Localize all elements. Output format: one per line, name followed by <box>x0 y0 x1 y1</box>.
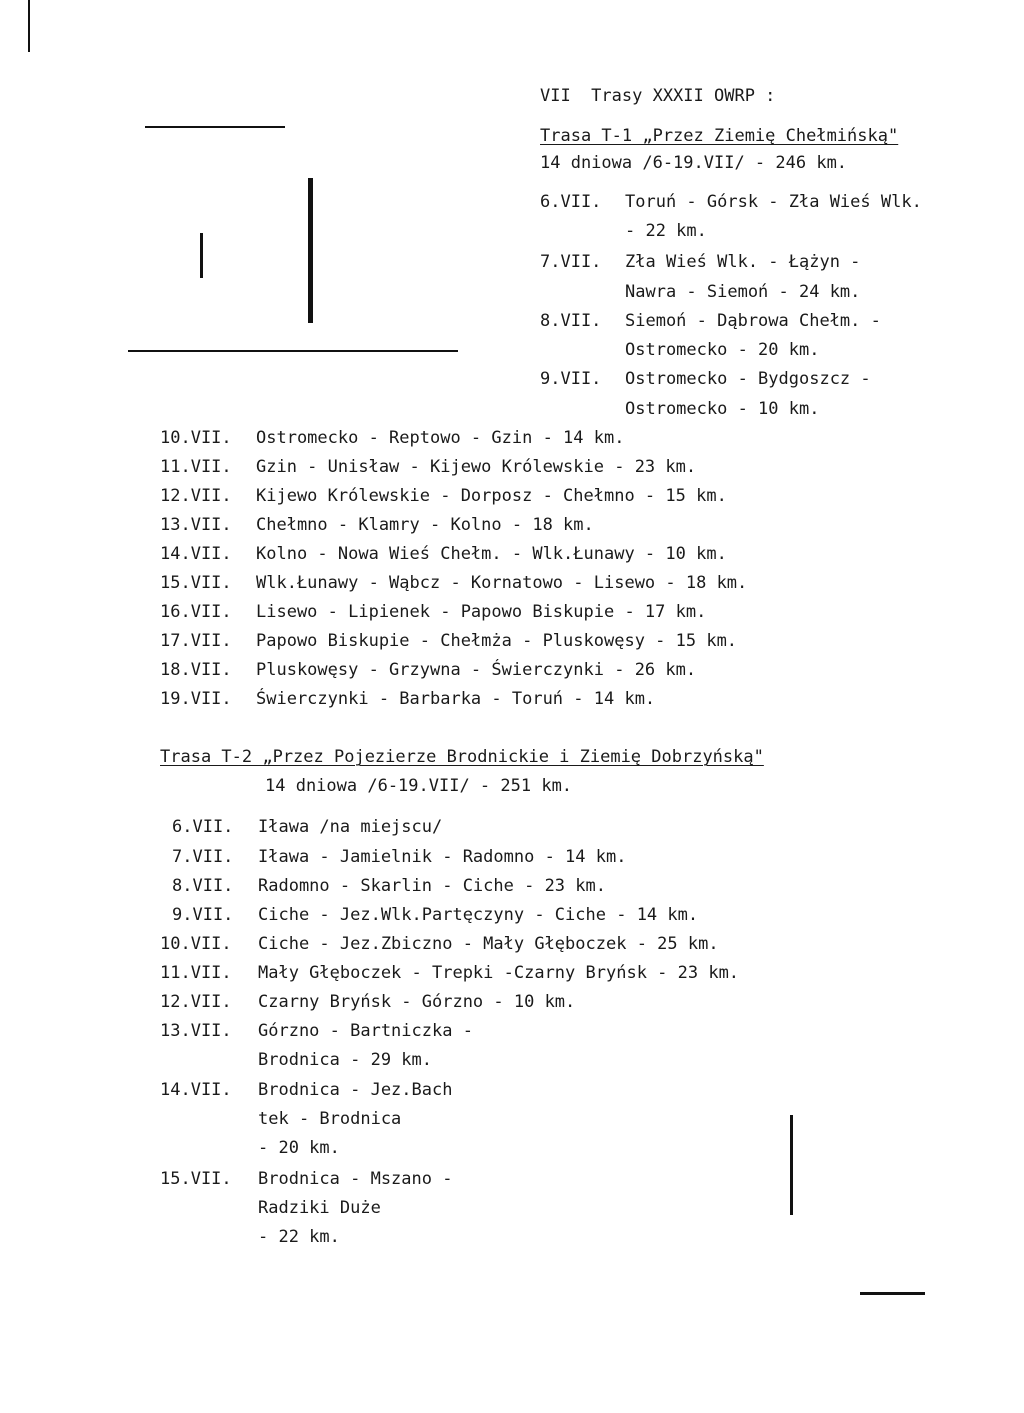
itinerary-date: 13.VII. <box>160 515 232 535</box>
itinerary-route: Kijewo Królewskie - Dorposz - Chełmno - 15 km. <box>256 486 727 506</box>
itinerary-route: Iława - Jamielnik - Radomno - 14 km. <box>258 847 627 867</box>
itinerary-route: Pluskowęsy - Grzywna - Świerczynki - 26 km. <box>256 660 697 680</box>
route-duration: 14 dniowa /6-19.VII/ - 246 km. <box>540 153 848 173</box>
itinerary-route: Mały Głęboczek - Trepki -Czarny Bryńsk - 23 km. <box>258 963 740 983</box>
itinerary-date: 14.VII. <box>160 1080 232 1100</box>
itinerary-route: Czarny Bryńsk - Górzno - 10 km. <box>258 992 576 1012</box>
itinerary-date: 18.VII. <box>160 660 232 680</box>
route-title: Trasa T-1 „Przez Ziemię Chełmińską" <box>540 126 899 146</box>
scan-line <box>860 1292 925 1295</box>
itinerary-route: Wlk.Łunawy - Wąbcz - Kornatowo - Lisewo - 18 km. <box>256 573 748 593</box>
itinerary-date: 12.VII. <box>160 486 232 506</box>
scan-line <box>790 1115 793 1215</box>
itinerary-date: 6.VII. <box>540 192 602 212</box>
itinerary-date: 9.VII. <box>172 905 234 925</box>
itinerary-date: 11.VII. <box>160 963 232 983</box>
scan-line <box>200 233 203 278</box>
itinerary-route: Ostromecko - 20 km. <box>625 340 820 360</box>
itinerary-date: 15.VII. <box>160 573 232 593</box>
itinerary-route: Brodnica - Mszano - <box>258 1169 453 1189</box>
itinerary-route: Gzin - Unisław - Kijewo Królewskie - 23 km. <box>256 457 697 477</box>
itinerary-date: 13.VII. <box>160 1021 232 1041</box>
itinerary-date: 11.VII. <box>160 457 232 477</box>
itinerary-route: - 20 km. <box>258 1138 340 1158</box>
itinerary-route: Radziki Duże <box>258 1198 381 1218</box>
itinerary-date: 8.VII. <box>172 876 234 896</box>
itinerary-route: Nawra - Siemoń - 24 km. <box>625 282 861 302</box>
itinerary-route: Lisewo - Lipienek - Papowo Biskupie - 17 km. <box>256 602 707 622</box>
itinerary-route: Iława /na miejscu/ <box>258 817 443 837</box>
itinerary-route: Radomno - Skarlin - Ciche - 23 km. <box>258 876 606 896</box>
itinerary-route: Brodnica - 29 km. <box>258 1050 432 1070</box>
margin-rule <box>28 0 30 52</box>
scan-line <box>145 126 285 128</box>
route-title: Trasa T-2 „Przez Pojezierze Brodnickie i Ziemię Dobrzyńską" <box>160 747 764 767</box>
itinerary-date: 16.VII. <box>160 602 232 622</box>
section-heading: VII Trasy XXXII OWRP : <box>540 86 776 106</box>
itinerary-route: Ostromecko - Reptowo - Gzin - 14 km. <box>256 428 625 448</box>
itinerary-route: Chełmno - Klamry - Kolno - 18 km. <box>256 515 594 535</box>
itinerary-route: Górzno - Bartniczka - <box>258 1021 473 1041</box>
itinerary-date: 10.VII. <box>160 428 232 448</box>
itinerary-route: Świerczynki - Barbarka - Toruń - 14 km. <box>256 689 656 709</box>
scan-line <box>128 350 458 352</box>
itinerary-route: Zła Wieś Wlk. - Łążyn - <box>625 252 861 272</box>
itinerary-date: 6.VII. <box>172 817 234 837</box>
itinerary-route: Ciche - Jez.Zbiczno - Mały Głęboczek - 25 km. <box>258 934 719 954</box>
itinerary-route: Toruń - Górsk - Zła Wieś Wlk. <box>625 192 922 212</box>
itinerary-date: 12.VII. <box>160 992 232 1012</box>
itinerary-route: Ostromecko - Bydgoszcz - <box>625 369 871 389</box>
itinerary-route: tek - Brodnica <box>258 1109 402 1129</box>
itinerary-route: - 22 km. <box>625 221 707 241</box>
itinerary-date: 7.VII. <box>172 847 234 867</box>
itinerary-date: 8.VII. <box>540 311 602 331</box>
itinerary-route: Kolno - Nowa Wieś Chełm. - Wlk.Łunawy - 10 km. <box>256 544 727 564</box>
itinerary-date: 7.VII. <box>540 252 602 272</box>
itinerary-date: 19.VII. <box>160 689 232 709</box>
itinerary-route: Ciche - Jez.Wlk.Partęczyny - Ciche - 14 km. <box>258 905 699 925</box>
scan-line <box>308 178 313 323</box>
itinerary-date: 9.VII. <box>540 369 602 389</box>
itinerary-date: 17.VII. <box>160 631 232 651</box>
route-duration: 14 dniowa /6-19.VII/ - 251 km. <box>265 776 573 796</box>
itinerary-route: Siemoń - Dąbrowa Chełm. - <box>625 311 881 331</box>
itinerary-route: Papowo Biskupie - Chełmża - Pluskowęsy - 15 km. <box>256 631 738 651</box>
itinerary-route: Brodnica - Jez.Bach <box>258 1080 453 1100</box>
itinerary-date: 15.VII. <box>160 1169 232 1189</box>
itinerary-date: 10.VII. <box>160 934 232 954</box>
itinerary-route: - 22 km. <box>258 1227 340 1247</box>
itinerary-date: 14.VII. <box>160 544 232 564</box>
itinerary-route: Ostromecko - 10 km. <box>625 399 820 419</box>
